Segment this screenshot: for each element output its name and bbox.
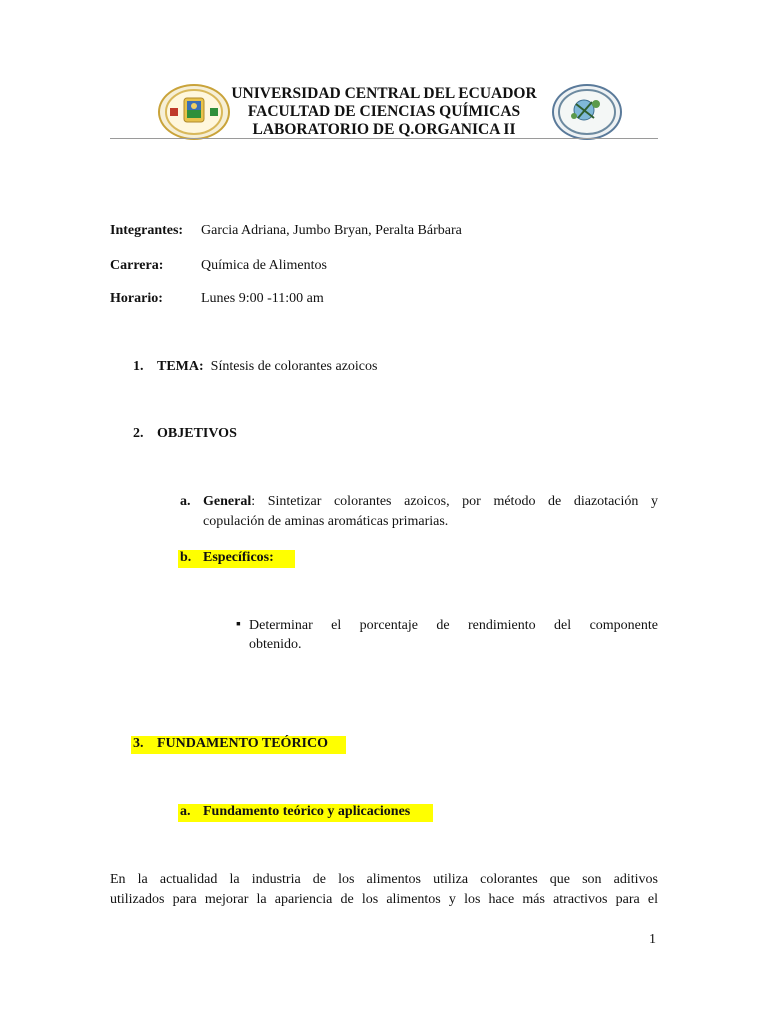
general-objective-line2: copulación de aminas aromáticas primarias. [203,514,449,529]
fundamento-teorico-highlight [131,736,346,754]
objective-b-letter: b. [180,550,192,565]
objetivos-heading: OBJETIVOS [157,426,237,441]
university-name: UNIVERSIDAD CENTRAL DEL ECUADOR [231,85,537,102]
horario-value: Lunes 9:00 -11:00 am [201,291,324,306]
horario-label: Horario: [110,291,163,306]
carrera-label: Carrera: [110,258,164,273]
especificos-label: Específicos: [203,550,274,565]
section-2-number: 2. [133,426,144,441]
objective-a-letter: a. [180,494,191,509]
carrera-value: Química de Alimentos [201,258,327,273]
faculty-name: FACULTAD DE CIENCIAS QUÍMICAS [247,103,521,120]
section-3-number: 3. [133,736,144,751]
page-number: 1 [649,932,656,947]
paragraph-line2: utilizados para mejorar la apariencia de los alimentos y los hace más atractivos para el [110,892,658,907]
fundamento-teorico-heading: FUNDAMENTO TEÓRICO [157,736,329,751]
subsection-3a-heading: Fundamento teórico y aplicaciones [203,804,411,819]
general-text-part1: : Sintetizar colorantes azoicos, por método de diazotación y [251,494,658,509]
specific-objectives-highlight [178,550,295,568]
subsection-3a-letter: a. [180,804,191,819]
section-1-number: 1. [133,359,144,374]
specific-objective-line2: obtenido. [249,637,302,652]
subsection-3a-highlight [178,804,433,822]
section-1-heading [157,359,377,375]
general-label: General [203,494,252,509]
laboratory-name: LABORATORIO DE Q.ORGANICA II [252,121,516,138]
general-objective-line1 [203,494,658,510]
tema-label: TEMA: [157,359,204,374]
header-divider [110,138,658,139]
paragraph-line1: En la actualidad la industria de los alimentos utiliza colorantes que son aditivos [110,872,658,887]
specific-objective-line1: Determinar el porcentaje de rendimiento del componente [249,618,658,633]
bullet-square-icon: ▪ [236,617,241,632]
tema-text: Síntesis de colorantes azoicos [210,359,378,374]
integrantes-value: Garcia Adriana, Jumbo Bryan, Peralta Bárbara [201,223,462,238]
integrantes-label: Integrantes: [110,223,184,238]
